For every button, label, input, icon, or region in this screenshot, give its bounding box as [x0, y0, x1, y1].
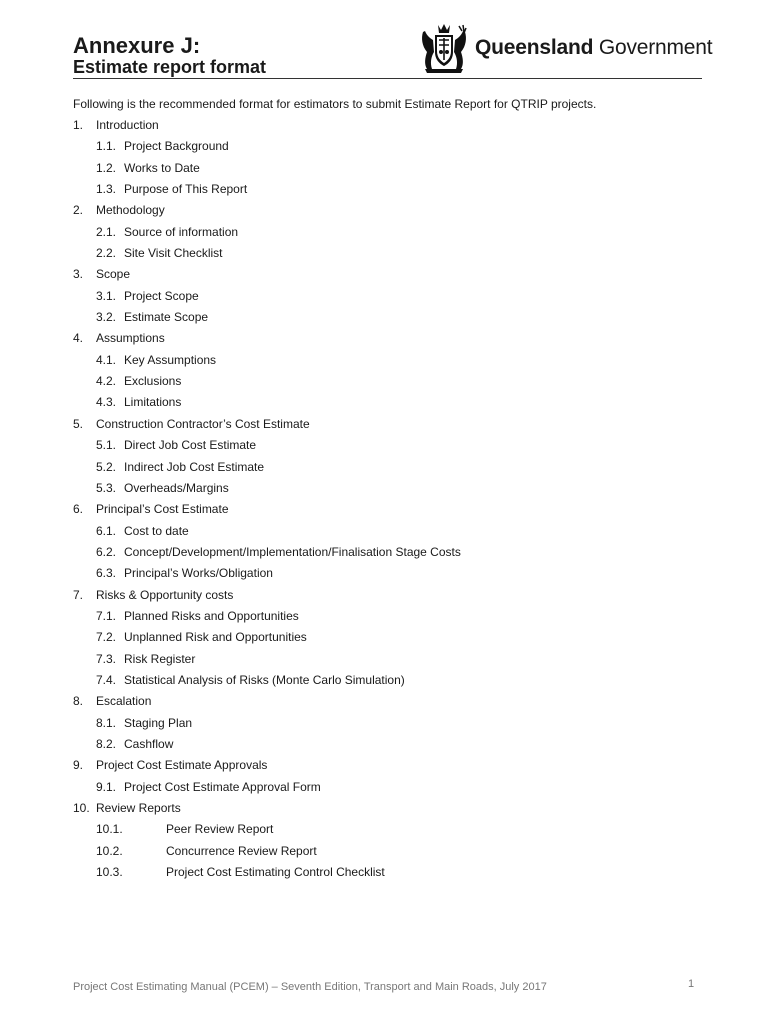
outline-label: Statistical Analysis of Risks (Monte Carlo Simulation) — [124, 672, 405, 687]
outline-subsection — [73, 736, 693, 757]
outline-number: 10.1. — [96, 822, 123, 837]
outline-subsection — [73, 224, 693, 245]
outline-label: Escalation — [96, 694, 152, 709]
outline-label: Works to Date — [124, 160, 200, 175]
outline-subsection — [73, 160, 693, 181]
outline-label: Site Visit Checklist — [124, 246, 223, 261]
outline-label: Scope — [96, 267, 131, 282]
outline-subsection — [73, 779, 693, 800]
outline-number: 7.3. — [96, 651, 117, 666]
outline-subsection — [73, 672, 693, 693]
outline-number: 8.2. — [96, 736, 117, 751]
outline-subsection — [73, 373, 693, 394]
outline-subsection — [73, 138, 693, 159]
intro-paragraph: Following is the recommended format for estimators to submit Estimate Report for QTRIP projects. — [73, 97, 597, 111]
outline-number: 3.1. — [96, 288, 117, 303]
outline-label: Direct Job Cost Estimate — [124, 438, 257, 453]
outline-label: Cashflow — [124, 736, 174, 751]
outline-number: 4. — [73, 331, 84, 346]
outline-number: 6. — [73, 502, 84, 517]
outline-number: 5.1. — [96, 438, 117, 453]
outline-label: Principal’s Works/Obligation — [124, 566, 273, 581]
outline-label: Risks & Opportunity costs — [96, 587, 234, 602]
outline-label: Unplanned Risk and Opportunities — [124, 630, 307, 645]
outline-label: Estimate Scope — [124, 310, 209, 325]
outline-subsection — [73, 629, 693, 650]
outline-label: Overheads/Margins — [124, 480, 229, 495]
outline-label: Methodology — [96, 203, 165, 218]
report-outline — [73, 117, 693, 885]
outline-subsection — [73, 437, 693, 458]
outline-section — [73, 587, 693, 608]
logo-wordmark — [475, 36, 712, 60]
outline-number: 8.1. — [96, 715, 117, 730]
outline-label: Purpose of This Report — [124, 182, 248, 197]
outline-number: 3.2. — [96, 310, 117, 325]
outline-label: Assumptions — [96, 331, 165, 346]
outline-label: Peer Review Report — [166, 822, 274, 837]
outline-number: 4.2. — [96, 374, 117, 389]
outline-label: Key Assumptions — [124, 352, 217, 367]
outline-label: Project Cost Estimating Control Checklist — [166, 865, 385, 880]
outline-number: 6.2. — [96, 544, 117, 559]
outline-subsection — [73, 651, 693, 672]
outline-subsection — [73, 864, 693, 885]
outline-label: Staging Plan — [124, 715, 193, 730]
outline-label: Principal’s Cost Estimate — [96, 502, 229, 517]
header-divider — [73, 78, 702, 79]
outline-subsection — [73, 565, 693, 586]
outline-number: 7.1. — [96, 608, 117, 623]
outline-section — [73, 501, 693, 522]
outline-number: 6.1. — [96, 523, 117, 538]
outline-label: Indirect Job Cost Estimate — [124, 459, 265, 474]
outline-number: 2. — [73, 203, 84, 218]
outline-section — [73, 330, 693, 351]
outline-label: Project Cost Estimate Approvals — [96, 758, 268, 773]
footer-text: Project Cost Estimating Manual (PCEM) – Seventh Edition, Transport and Main Roads, July 2017 — [73, 981, 547, 993]
outline-number: 7.4. — [96, 672, 117, 687]
outline-label: Cost to date — [124, 523, 189, 538]
outline-section — [73, 693, 693, 714]
outline-number: 4.3. — [96, 395, 117, 410]
page-title: Annexure J: — [73, 33, 201, 58]
logo-wordmark-bold: Queensland — [475, 36, 594, 59]
outline-number: 6.3. — [96, 566, 117, 581]
outline-subsection — [73, 459, 693, 480]
outline-number: 3. — [73, 267, 84, 282]
outline-number: 1.3. — [96, 182, 117, 197]
logo-wordmark-regular: Government — [598, 36, 713, 59]
outline-label: Project Background — [124, 139, 229, 154]
outline-subsection — [73, 544, 693, 565]
queensland-coat-of-arms-icon — [419, 22, 469, 74]
outline-subsection — [73, 309, 693, 330]
outline-label: Exclusions — [124, 374, 182, 389]
outline-number: 1.2. — [96, 160, 117, 175]
outline-number: 10.3. — [96, 865, 123, 880]
outline-number: 1. — [73, 118, 84, 132]
outline-number: 1.1. — [96, 139, 117, 154]
outline-number: 9.1. — [96, 779, 117, 794]
outline-label: Construction Contractor’s Cost Estimate — [96, 416, 310, 431]
outline-subsection — [73, 288, 693, 309]
queensland-government-logo — [419, 22, 712, 74]
outline-number: 10.2. — [96, 843, 123, 858]
outline-number: 10. — [73, 801, 90, 815]
outline-subsection — [73, 181, 693, 202]
outline-label: Limitations — [124, 395, 182, 410]
outline-subsection — [73, 352, 693, 373]
outline-label: Project Scope — [124, 288, 199, 303]
outline-section — [73, 757, 693, 778]
outline-number: 2.1. — [96, 224, 117, 239]
outline-subsection — [73, 608, 693, 629]
page-number: 1 — [688, 978, 695, 990]
outline-number: 9. — [73, 758, 84, 773]
outline-subsection — [73, 821, 693, 842]
outline-section — [73, 800, 693, 821]
outline-subsection — [73, 523, 693, 544]
outline-subsection — [73, 715, 693, 736]
outline-number: 2.2. — [96, 246, 117, 261]
outline-section — [73, 266, 693, 287]
outline-label: Review Reports — [96, 801, 181, 815]
outline-subsection — [73, 245, 693, 266]
outline-label: Concept/Development/Implementation/Finalisation Stage Costs — [124, 544, 461, 559]
outline-subsection — [73, 394, 693, 415]
outline-label: Source of information — [124, 224, 239, 239]
outline-number: 7. — [73, 587, 84, 602]
outline-number: 5. — [73, 416, 84, 431]
outline-number: 5.3. — [96, 480, 117, 495]
outline-label: Concurrence Review Report — [166, 843, 317, 858]
outline-label: Introduction — [96, 118, 159, 132]
outline-label: Planned Risks and Opportunities — [124, 608, 299, 623]
outline-subsection — [73, 480, 693, 501]
outline-number: 5.2. — [96, 459, 117, 474]
outline-section — [73, 416, 693, 437]
outline-label: Risk Register — [124, 651, 196, 666]
outline-section — [73, 202, 693, 223]
outline-number: 8. — [73, 694, 84, 709]
outline-subsection — [73, 843, 693, 864]
outline-number: 4.1. — [96, 352, 117, 367]
page-subtitle: Estimate report format — [73, 57, 267, 77]
outline-number: 7.2. — [96, 630, 117, 645]
outline-label: Project Cost Estimate Approval Form — [124, 779, 321, 794]
outline-section — [73, 117, 693, 138]
